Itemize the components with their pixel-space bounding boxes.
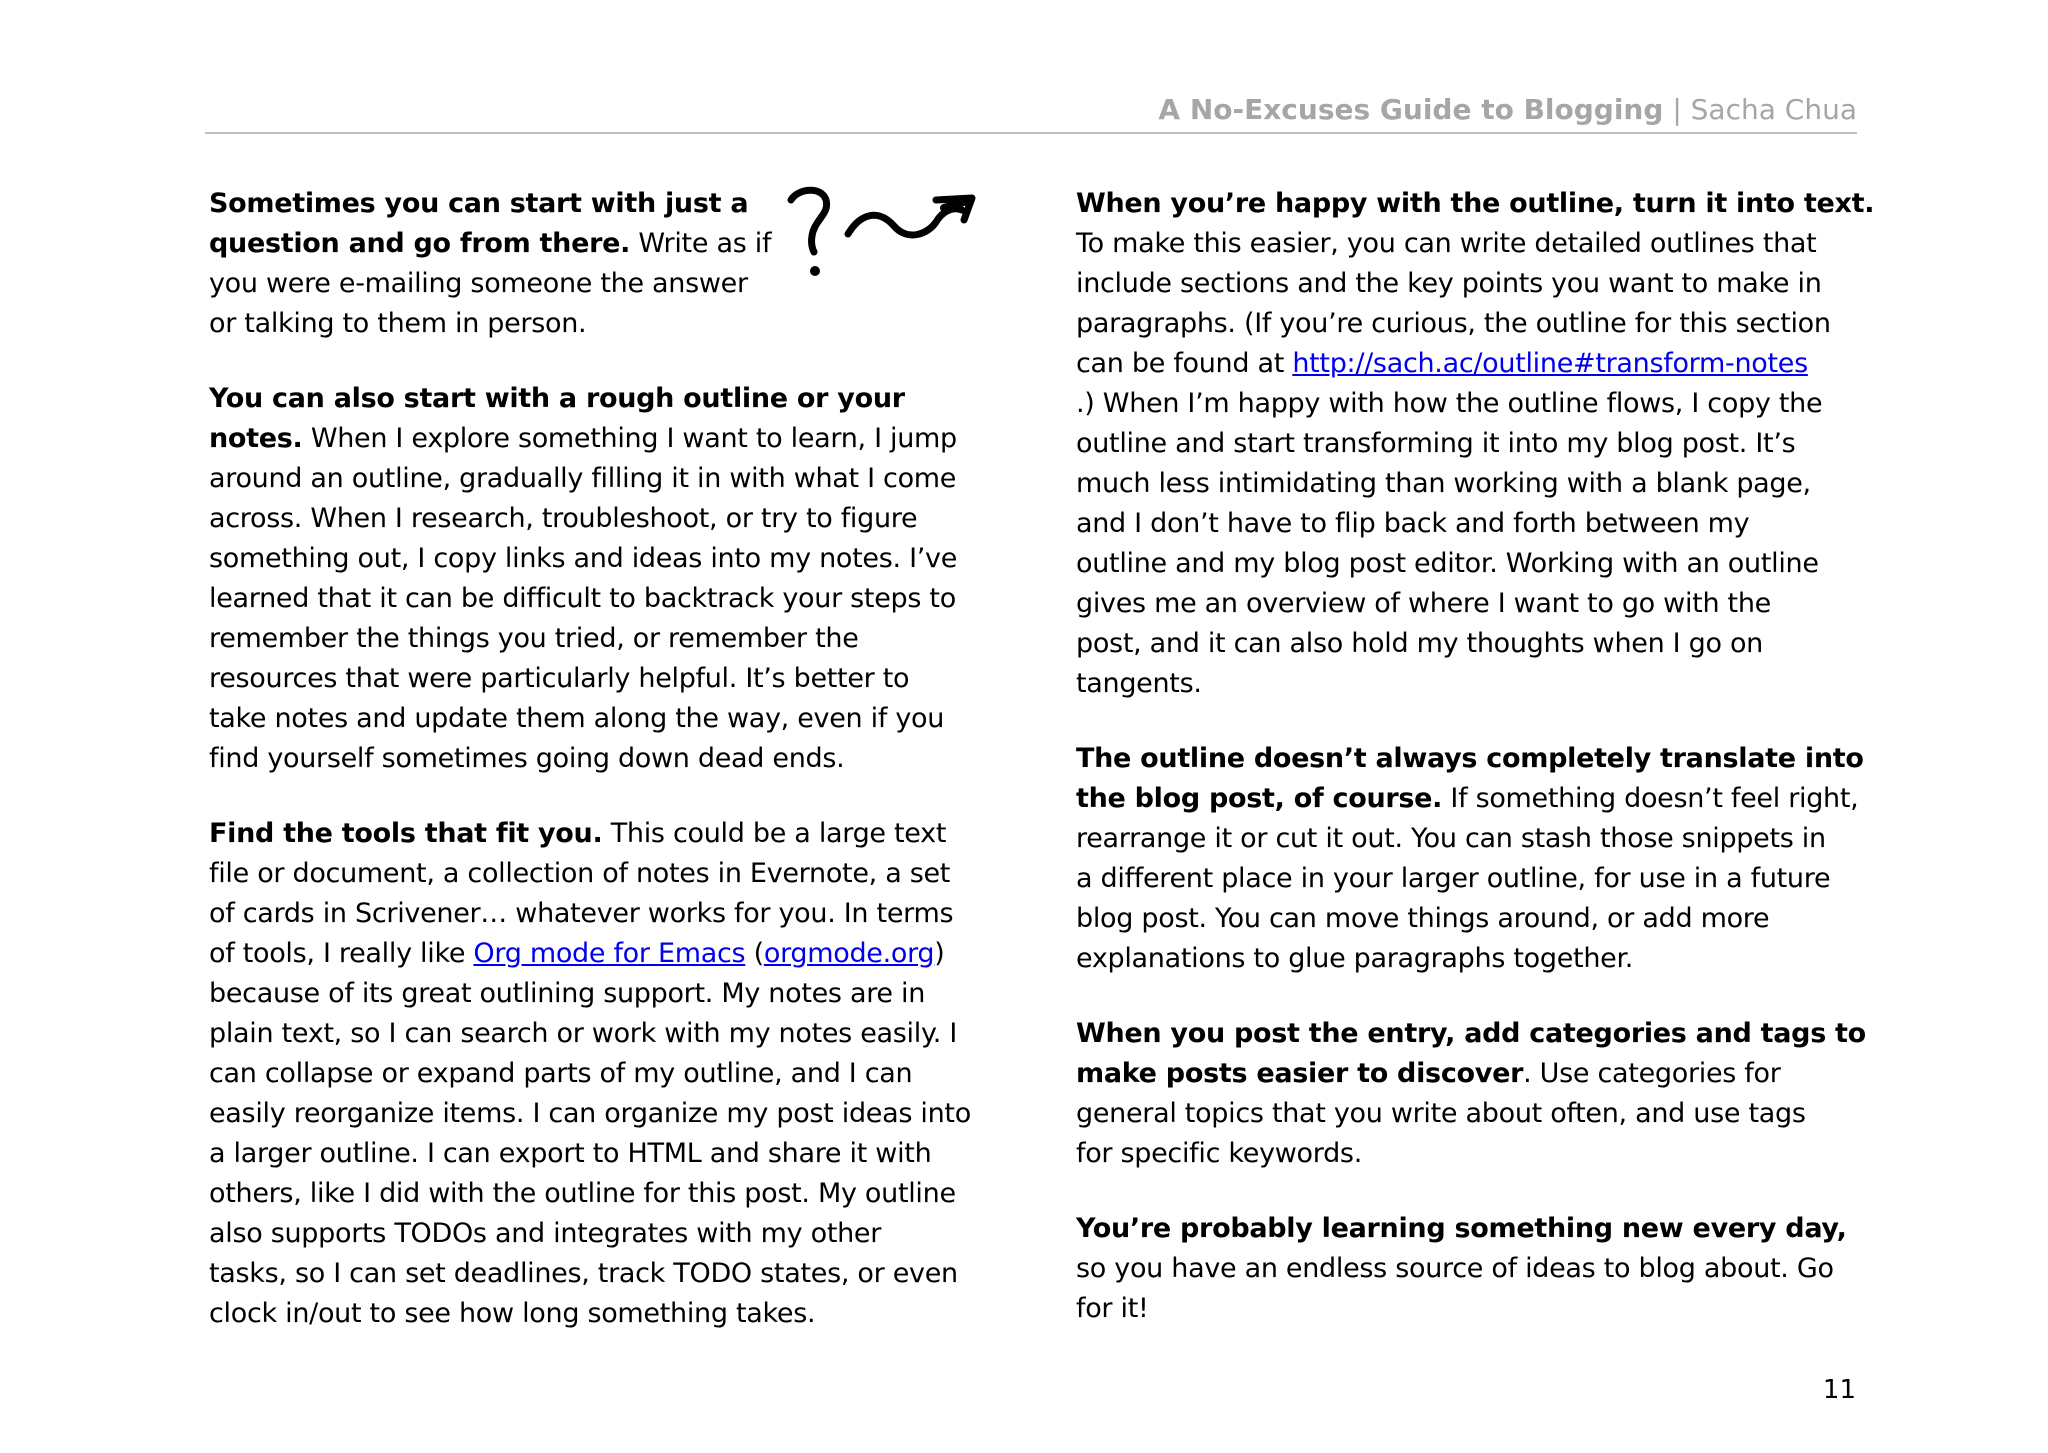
paragraph-heading: notes. (209, 423, 303, 454)
body-text: can collapse or expand parts of my outline, and I can (209, 1058, 913, 1089)
body-text: others, like I did with the outline for this post. My outline (209, 1178, 956, 1209)
body-text: file or document, a collection of notes in Evernote, a set (209, 858, 951, 889)
body-text: include sections and the key points you want to make in (1076, 268, 1822, 299)
body-text: plain text, so I can search or work with my notes easily. I (209, 1018, 958, 1049)
body-text: This could be a large text (602, 818, 947, 849)
header-separator: | (1672, 93, 1682, 126)
body-text: ) (934, 938, 945, 969)
paragraph-heading: You’re probably learning something new every day, (1076, 1213, 1847, 1244)
body-text: learned that it can be difficult to backtrack your steps to (209, 583, 956, 614)
body-text: general topics that you write about often, and use tags (1076, 1098, 1806, 1129)
body-text: across. When I research, troubleshoot, or try to figure (209, 503, 918, 534)
body-text: resources that were particularly helpful. It’s better to (209, 663, 910, 694)
paragraph-heading: Sometimes you can start with just a (209, 188, 749, 219)
body-text: a different place in your larger outline, for use in a future (1076, 863, 1831, 894)
body-text: blog post. You can move things around, or add more (1076, 903, 1770, 934)
body-text: remember the things you tried, or remember the (209, 623, 859, 654)
paragraph-learning-every-day (1076, 1209, 1876, 1329)
body-text: easily reorganize items. I can organize my post ideas into (209, 1098, 971, 1129)
paragraph-heading: When you post the entry, add categories and tags to (1076, 1018, 1866, 1049)
body-text: take notes and update them along the way, even if you (209, 703, 945, 734)
body-text: for it! (1076, 1293, 1149, 1324)
body-text: a larger outline. I can export to HTML and share it with (209, 1138, 932, 1169)
body-text: around an outline, gradually filling it in with what I come (209, 463, 957, 494)
body-text: To make this easier, you can write detailed outlines that (1076, 228, 1817, 259)
body-text: of cards in Scrivener… whatever works for you. In terms (209, 898, 954, 929)
body-text: for specific keywords. (1076, 1138, 1362, 1169)
body-text: much less intimidating than working with a blank page, (1076, 468, 1811, 499)
orgmode-org-link[interactable]: orgmode.org (763, 938, 935, 969)
right-column (1076, 184, 1876, 1364)
paragraph-categories-tags (1076, 1014, 1876, 1174)
body-text: When I explore something I want to learn, I jump (302, 423, 957, 454)
outline-url-link[interactable]: http://sach.ac/outline#transform-notes (1292, 348, 1808, 379)
body-text: or talking to them in person. (209, 308, 587, 339)
body-text: because of its great outlining support. My notes are in (209, 978, 926, 1009)
paragraph-rough-outline (209, 379, 989, 779)
body-text: something out, I copy links and ideas into my notes. I’ve (209, 543, 958, 574)
body-text: If something doesn’t feel right, (1442, 783, 1859, 814)
paragraph-outline-to-text (1076, 184, 1876, 704)
paragraph-heading: When you’re happy with the outline, turn it into text. (1076, 188, 1875, 219)
body-text: gives me an overview of where I want to go with the (1076, 588, 1771, 619)
paragraph-heading: The outline doesn’t always completely translate into (1076, 743, 1864, 774)
body-text: Write as if (630, 228, 772, 259)
page-header (205, 88, 1857, 134)
org-mode-link[interactable]: Org mode for Emacs (473, 938, 746, 969)
body-text: can be found at (1076, 348, 1293, 379)
body-text: . Use categories for (1523, 1058, 1781, 1089)
book-title: A No-Excuses Guide to Blogging (1158, 93, 1664, 126)
body-text: so you have an endless source of ideas to blog about. Go (1076, 1253, 1834, 1284)
body-text: find yourself sometimes going down dead ends. (209, 743, 845, 774)
body-text: .) When I’m happy with how the outline flows, I copy the (1076, 388, 1823, 419)
page-number: 11 (1822, 1375, 1856, 1405)
body-text: tangents. (1076, 668, 1202, 699)
paragraph-heading: You can also start with a rough outline or your (209, 383, 905, 414)
paragraph-find-tools (209, 814, 989, 1334)
paragraph-outline-not-translate (1076, 739, 1876, 979)
body-text: post, and it can also hold my thoughts when I go on (1076, 628, 1763, 659)
paragraph-heading: Find the tools that fit you. (209, 818, 603, 849)
body-text: you were e-mailing someone the answer (209, 268, 748, 299)
paragraph-heading: make posts easier to discover (1076, 1058, 1524, 1089)
body-text: tasks, so I can set deadlines, track TODO states, or even (209, 1258, 958, 1289)
body-text: outline and my blog post editor. Working with an outline (1076, 548, 1819, 579)
body-text: paragraphs. (If you’re curious, the outline for this section (1076, 308, 1831, 339)
paragraph-heading: question and go from there. (209, 228, 631, 259)
body-text: of tools, I really like (209, 938, 474, 969)
paragraph-start-with-question (209, 184, 989, 344)
body-text: also supports TODOs and integrates with my other (209, 1218, 882, 1249)
body-text: ( (745, 938, 764, 969)
body-text: outline and start transforming it into my blog post. It’s (1076, 428, 1796, 459)
body-text: clock in/out to see how long something takes. (209, 1298, 816, 1329)
author-name: Sacha Chua (1690, 93, 1857, 126)
body-text: and I don’t have to flip back and forth between my (1076, 508, 1750, 539)
left-column (209, 184, 989, 1369)
body-text: rearrange it or cut it out. You can stash those snippets in (1076, 823, 1826, 854)
paragraph-heading: the blog post, of course. (1076, 783, 1443, 814)
body-text: explanations to glue paragraphs together. (1076, 943, 1634, 974)
